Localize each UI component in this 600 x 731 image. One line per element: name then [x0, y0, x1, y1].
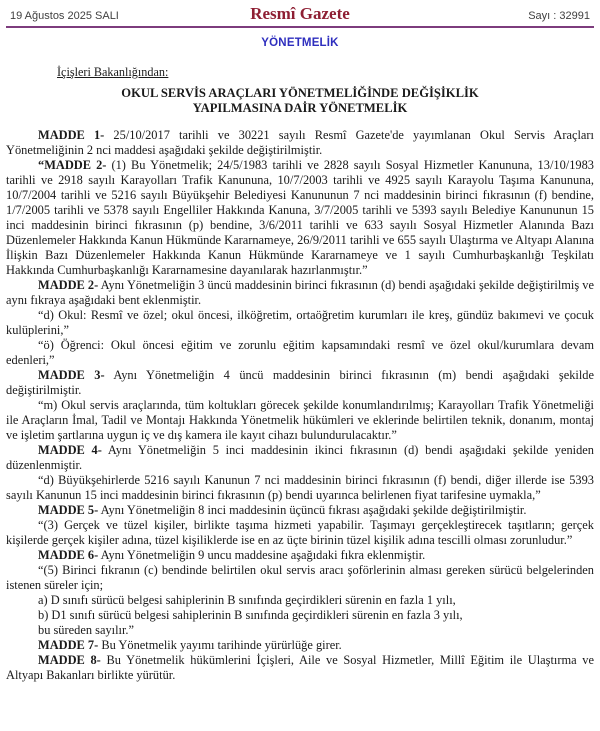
body-paragraph	[6, 563, 594, 593]
section-heading: YÖNETMELİK	[261, 37, 339, 49]
paragraph-text: 25/10/2017 tarihli ve 30221 sayılı Resmî Gazete'de yayımlanan Okul Servis Araçları Yönetmeliğinin 2 nci maddesi aşağıdaki şekilde değiştirilmiştir.	[6, 128, 594, 157]
madde-label: MADDE 6-	[38, 548, 99, 562]
paragraph-text: a) D sınıfı sürücü belgesi sahiplerinin B sınıfında geçirdikleri sürenin en fazla 1 yılı,	[38, 593, 456, 607]
body-paragraph	[6, 653, 594, 683]
body-paragraph	[6, 518, 594, 548]
madde-label: MADDE 1-	[38, 128, 105, 142]
ministry-line: İçişleri Bakanlığından:	[57, 65, 169, 79]
gazette-date: 19 Ağustos 2025 SALI	[10, 10, 119, 22]
madde-label: MADDE 8-	[38, 653, 101, 667]
body-paragraph	[6, 368, 594, 398]
body-paragraph	[6, 338, 594, 368]
paragraph-text: “(5) Birinci fıkranın (c) bendinde belirtilen okul servis aracı şoförlerinin alması gereken sürücü belgelerinden istenen süreler için;	[6, 563, 594, 592]
body-paragraph	[6, 278, 594, 308]
body-paragraph	[6, 593, 594, 608]
paragraph-text: b) D1 sınıfı sürücü belgesi sahiplerinin B sınıfında geçirdikleri sürenin en fazla 3 yılı,	[38, 608, 463, 622]
body-paragraph	[6, 158, 594, 278]
paragraph-text: “m) Okul servis araçlarında, tüm koltukları görecek şekilde konumlandırılmış; Karayolları Trafik Yönetmeliği ile Araçların İmal, Tadil ve Montajı Hakkında Yönetmelik hükümleri ve eklerinde belirtilen teknik, donanım, montaj ve işletim şartlarına uygun iç ve dış kamera ile kayıt cihazı bulundurulacaktır.”	[6, 398, 594, 442]
madde-label: MADDE 3-	[38, 368, 105, 382]
regulation-title-line1: OKUL SERVİS ARAÇLARI YÖNETMELİĞİNDE DEĞİŞİKLİK	[121, 86, 479, 100]
madde-label: MADDE 7-	[38, 638, 99, 652]
paragraph-text: “d) Okul: Resmî ve özel; okul öncesi, ilköğretim, ortaöğretim kurumları ile kreş, gündüz bakımevi ve çocuk kulüplerini,”	[6, 308, 594, 337]
paragraph-text: Bu Yönetmelik hükümlerini İçişleri, Aile ve Sosyal Hizmetler, Millî Eğitim ile Ulaştırma ve Altyapı Bakanları birlikte yürütür.	[6, 653, 594, 682]
paragraph-text: bu süreden sayılır.”	[38, 623, 135, 637]
paragraph-text: Aynı Yönetmeliğin 3 üncü maddesinin birinci fıkrasının (d) bendi aşağıdaki şekilde değiştirilmiş ve aynı fıkraya aşağıdaki bent eklenmiştir.	[6, 278, 594, 307]
body-paragraph	[6, 128, 594, 158]
paragraph-text: “ö) Öğrenci: Okul öncesi eğitim ve zorunlu eğitim kapsamındaki resmî ve özel okul/kurumlara devam edenleri,”	[6, 338, 594, 367]
madde-label: “MADDE 2-	[38, 158, 107, 172]
body-paragraph	[6, 608, 594, 623]
regulation-title	[6, 86, 594, 115]
body-paragraph	[6, 503, 594, 518]
body-paragraph	[6, 398, 594, 443]
paragraph-text: “d) Büyükşehirlerde 5216 sayılı Kanunun 7 nci maddesinin birinci fıkrasının (f) bendi, diğer illerde ise 5393 sayılı Kanunun 15 inci maddesinin birinci fıkrasının (p) bendi uyarınca belirlenen fiyat tarifesine uymakla,”	[6, 473, 594, 502]
madde-label: MADDE 2-	[38, 278, 99, 292]
body-paragraph	[6, 443, 594, 473]
paragraph-text: “(3) Gerçek ve tüzel kişiler, birlikte taşıma hizmeti yapabilir. Taşımayı gerçekleştirecek taşıtların; gerçek kişilerde gerçek kişiler adına, tüzel kişiliklerde ise en az üçte birinin tüzel kişilik adına tescilli olması zorunludur.”	[6, 518, 594, 547]
paragraph-text: Aynı Yönetmeliğin 8 inci maddesinin üçüncü fıkrası aşağıdaki şekilde değiştirilmiştir.	[98, 503, 527, 517]
document-body	[6, 128, 594, 683]
body-paragraph	[6, 623, 594, 638]
paragraph-text: Aynı Yönetmeliğin 9 uncu maddesine aşağıdaki fıkra eklenmiştir.	[98, 548, 426, 562]
gazette-title: Resmî Gazete	[250, 4, 350, 23]
madde-label: MADDE 5-	[38, 503, 99, 517]
paragraph-text: Aynı Yönetmeliğin 5 inci maddesinin ikinci fıkrasının (d) bendi aşağıdaki şekilde yeniden düzenlenmiştir.	[6, 443, 594, 472]
paragraph-text: (1) Bu Yönetmelik; 24/5/1983 tarihli ve 2828 sayılı Sosyal Hizmetler Kanununa, 13/10/1983 tarihli ve 2918 sayılı Karayolları Trafik Kanununa, 10/7/2003 tarihli ve 4925 sayılı Karayolu Taşıma Kanununa, 10/7/2004 tarihli ve 5216 sayılı Büyükşehir Belediyesi Kanununun 7 nci maddesinin birinci fıkrasının (f) bendine, 1/7/2005 tarihli ve 5378 sayılı Engelliler Hakkında Kanuna, 3/7/2005 tarihli ve 5393 sayılı Belediye Kanununun 15 inci maddesinin birinci fıkrasının (p) bendine, 3/6/2011 tarihli ve 633 sayılı Sosyal Hizmetler Alanında Bazı Düzenlemeler Hakkında Kanun Hükmünde Kararnameye, 26/9/2011 tarihli ve 655 sayılı Ulaştırma ve Altyapı Alanına İlişkin Bazı Düzenlemeler Hakkında Kanun Hükmünde Kararnameye ve 1 sayılı Cumhurbaşkanlığı Teşkilatı Hakkında Cumhurbaşkanlığı Kararnamesine dayanılarak hazırlanmıştır.”	[6, 158, 594, 277]
regulation-title-line2: YAPILMASINA DAİR YÖNETMELİK	[192, 100, 408, 115]
gazette-masthead	[6, 3, 594, 26]
body-paragraph	[6, 638, 594, 653]
body-paragraph	[6, 473, 594, 503]
header-divider	[6, 26, 594, 28]
body-paragraph	[6, 548, 594, 563]
paragraph-text: Aynı Yönetmeliğin 4 üncü maddesinin birinci fıkrasının (m) bendi aşağıdaki şekilde değiştirilmiştir.	[6, 368, 594, 397]
paragraph-text: Bu Yönetmelik yayımı tarihinde yürürlüğe girer.	[98, 638, 342, 652]
gazette-issue-number: Sayı : 32991	[528, 10, 590, 22]
madde-label: MADDE 4-	[38, 443, 102, 457]
body-paragraph	[6, 308, 594, 338]
